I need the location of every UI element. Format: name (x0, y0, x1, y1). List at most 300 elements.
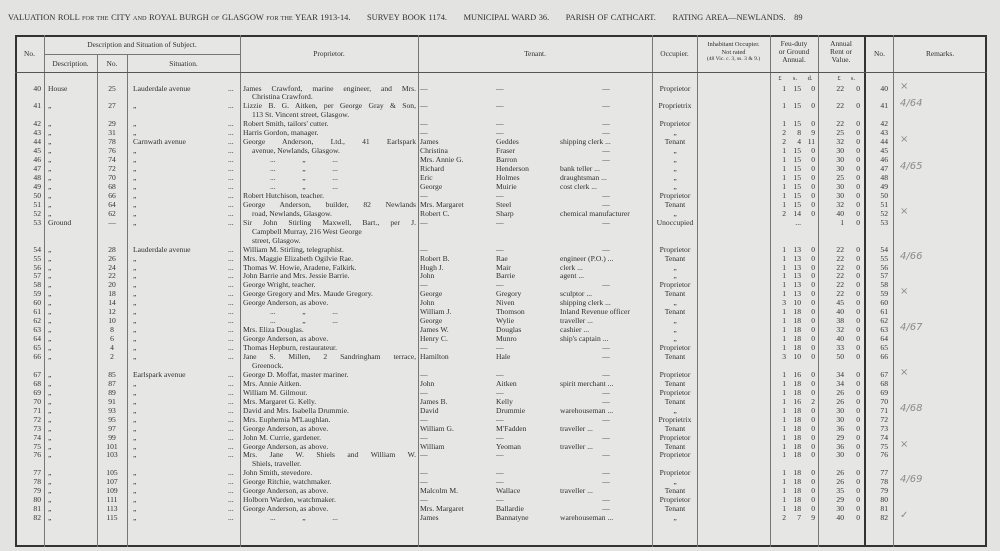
occupier: Proprietor (659, 119, 691, 129)
tenant-first-name: George (420, 289, 443, 299)
tenant-occupation: — (602, 369, 610, 379)
row-number-right: 70 (880, 396, 888, 406)
row-number: 45 (33, 146, 41, 156)
row-number: 62 (33, 316, 41, 326)
proprietor-line: George Anderson, as above. (243, 334, 329, 344)
row-number: 78 (33, 477, 41, 487)
leader-dots: ... (228, 334, 234, 344)
rent-pounds: 40 (836, 334, 844, 344)
leader-dots: ... (228, 173, 234, 182)
feu-pence: 0 (811, 298, 815, 308)
situation: „ (133, 307, 137, 317)
feu-pounds: 1 (782, 486, 786, 496)
rent-pounds: 22 (836, 253, 844, 263)
tenant-first-name: — (420, 244, 428, 254)
header-situation: Situation. (169, 59, 198, 68)
leader-dots: ... (228, 352, 234, 361)
feu-shillings: 15 (793, 146, 801, 156)
tenant-occupation: — (602, 244, 610, 254)
proprietor-line: Campbell Murray, 216 West George (252, 226, 362, 236)
feu-pounds: 1 (782, 504, 786, 514)
tenant-first-name: Eric (420, 173, 433, 182)
tenant-first-name: — (420, 217, 428, 227)
proprietor-line: ... „ ... (270, 316, 338, 326)
occupier: „ (673, 208, 677, 218)
occupier: „ (673, 325, 677, 335)
feu-pounds: 2 (782, 137, 786, 147)
row-number: 74 (33, 432, 41, 442)
handwritten-remark: 4/69 (900, 474, 923, 486)
rent-pounds: 50 (836, 352, 844, 361)
description: „ (48, 199, 52, 209)
rent-shillings: 0 (856, 423, 860, 433)
description: „ (48, 432, 52, 442)
rent-pounds: 45 (836, 298, 844, 308)
proprietor-line: George Wright, teacher. (243, 280, 316, 290)
rent-shillings: 0 (856, 477, 860, 487)
row-number-right: 75 (880, 441, 888, 451)
feu-pounds: 1 (782, 316, 786, 326)
feu-pence: 0 (811, 173, 815, 182)
situation: „ (133, 495, 137, 505)
situation: „ (133, 405, 137, 415)
row-number: 80 (33, 495, 41, 505)
occupier: „ (673, 173, 677, 182)
tenant-first-name: Robert C. (420, 208, 450, 218)
house-number: 2 (110, 352, 114, 361)
proprietor-line: Jane S. Millen, 2 Sandringham terrace, (243, 352, 416, 361)
situation: Earlspark avenue (133, 369, 186, 379)
leader-dots: ... (228, 513, 234, 523)
description: „ (48, 450, 52, 460)
feu-pence: 0 (811, 244, 815, 254)
house-number: 107 (106, 477, 118, 487)
situation: „ (133, 217, 137, 227)
header-num: No. (106, 59, 118, 68)
row-number: 76 (33, 450, 41, 460)
situation: „ (133, 378, 137, 388)
row-number-right: 56 (880, 262, 888, 272)
occupier: „ (673, 181, 677, 191)
feu-pounds: 1 (782, 280, 786, 290)
row-number-right: 60 (880, 298, 888, 308)
feu-pounds: 1 (782, 432, 786, 442)
leader-dots: ... (228, 289, 234, 299)
house-number: 97 (108, 423, 116, 433)
rent-shillings: 0 (856, 432, 860, 442)
row-number-right: 81 (880, 504, 888, 514)
feu-shillings: 18 (793, 450, 801, 460)
tenant-first-name: William J. (420, 307, 452, 317)
tenant-occupation: shipping clerk ... (560, 298, 611, 308)
tenant-occupation: ship's captain ... (560, 334, 609, 344)
proprietor-line: Robert Hutchison, teacher. (243, 190, 324, 200)
feu-shillings: 18 (793, 387, 801, 397)
leader-dots: ... (228, 208, 234, 218)
situation: „ (133, 155, 137, 165)
handwritten-remark: × (900, 438, 909, 450)
description: „ (48, 307, 52, 317)
occupier: Tenant (664, 199, 686, 209)
house-number: 6 (110, 334, 114, 344)
situation: „ (133, 298, 137, 308)
proprietor-line: William M. Stirling, telegraphist. (243, 244, 344, 254)
page-number: 89 (794, 13, 803, 22)
feu-shillings: ... (795, 217, 801, 227)
parish: PARISH OF CATHCART. (565, 13, 656, 22)
description: „ (48, 298, 52, 308)
description: House (48, 83, 68, 93)
rent-shillings: 0 (856, 369, 860, 379)
row-number-right: 50 (880, 190, 888, 200)
proprietor-line: John Barrie and Mrs. Jessie Barrie. (243, 271, 350, 281)
feu-shillings: 18 (793, 307, 801, 317)
description: „ (48, 343, 52, 353)
house-number: 115 (106, 513, 118, 523)
feu-pounds: 1 (782, 387, 786, 397)
leader-dots: ... (228, 387, 234, 397)
row-number-right: 47 (880, 164, 888, 174)
handwritten-remark: ✓ (900, 510, 909, 522)
tenant-occupation: traveller ... (560, 486, 593, 496)
house-number: 28 (108, 244, 116, 254)
leader-dots: ... (228, 181, 234, 191)
tenant-occupation: — (602, 119, 610, 129)
feu-pounds: 1 (782, 146, 786, 156)
house-number: 111 (106, 495, 118, 505)
house-number: 74 (108, 155, 116, 165)
situation: „ (133, 190, 137, 200)
house-number: 99 (108, 432, 116, 442)
rent-shillings: 0 (856, 262, 860, 272)
occupier: „ (673, 477, 677, 487)
leader-dots: ... (228, 128, 234, 138)
occupier: Tenant (664, 378, 686, 388)
row-number: 49 (33, 181, 41, 191)
rent-pounds: 29 (836, 495, 844, 505)
header-rent-line: Annual (830, 39, 852, 48)
rent-shillings: 0 (856, 208, 860, 218)
tenant-surname: Muirie (496, 181, 517, 191)
description: „ (48, 289, 52, 299)
tenant-first-name: — (420, 280, 428, 290)
house-number: 12 (108, 307, 116, 317)
tenant-occupation: — (602, 396, 610, 406)
proprietor-line: Robert Smith, tailors' cutter. (243, 119, 329, 129)
leader-dots: ... (228, 271, 234, 281)
tenant-first-name: James B. (420, 396, 448, 406)
row-number: 57 (33, 271, 41, 281)
row-number: 73 (33, 423, 41, 433)
description: „ (48, 101, 52, 111)
proprietor-line: Harris Gordon, manager. (243, 128, 319, 138)
feu-shillings: 15 (793, 101, 801, 111)
tenant-first-name: William (420, 441, 445, 451)
situation: Carnwath avenue (133, 137, 186, 147)
house-number: 109 (106, 486, 118, 496)
description: „ (48, 137, 52, 147)
feu-shillings: 13 (793, 289, 801, 299)
row-number: 66 (33, 352, 41, 361)
rent-pounds: 30 (836, 405, 844, 415)
row-number: 42 (33, 119, 41, 129)
occupier: „ (673, 271, 677, 281)
leader-dots: ... (228, 155, 234, 165)
description: „ (48, 486, 52, 496)
row-number-right: 51 (880, 199, 888, 209)
leader-dots: ... (228, 504, 234, 514)
occupier: Tenant (664, 253, 686, 263)
feu-pounds: 1 (782, 173, 786, 182)
tenant-surname: — (496, 280, 504, 290)
header-feu-line: Annual. (782, 55, 806, 64)
feu-pence: 0 (811, 119, 815, 129)
situation: „ (133, 423, 137, 433)
tenant-surname: — (496, 119, 504, 129)
leader-dots: ... (228, 450, 234, 460)
leader-dots: ... (228, 244, 234, 254)
proprietor-line: Mrs. Annie Aitken. (243, 378, 302, 388)
row-number-right: 82 (880, 513, 888, 523)
feu-pounds: 1 (782, 334, 786, 344)
row-number-right: 52 (880, 208, 888, 218)
feu-pence: 0 (811, 253, 815, 263)
description: „ (48, 423, 52, 433)
situation: „ (133, 146, 137, 156)
rent-pounds: 22 (836, 280, 844, 290)
header-inhabitant-line: Not rated (721, 48, 746, 56)
tenant-surname: — (496, 128, 504, 138)
proprietor-line: avenue, Newlands, Glasgow. (252, 146, 340, 156)
row-number: 60 (33, 298, 41, 308)
tenant-first-name: — (420, 414, 428, 424)
row-number-right: 73 (880, 423, 888, 433)
tenant-surname: — (496, 450, 504, 460)
tenant-surname: — (496, 432, 504, 442)
row-number: 71 (33, 405, 41, 415)
feu-pence: 0 (811, 307, 815, 317)
occupier: „ (673, 164, 677, 174)
situation: „ (133, 119, 137, 129)
tenant-occupation: cashier ... (560, 325, 590, 335)
row-number-right: 41 (880, 101, 888, 111)
occupier: Proprietor (659, 83, 691, 93)
table-row (0, 510, 990, 523)
row-number-right: 54 (880, 244, 888, 254)
tenant-occupation: draughtsman ... (560, 173, 607, 182)
tenant-first-name: — (420, 477, 428, 487)
rent-shillings: 0 (856, 119, 860, 129)
feu-pounds: 1 (782, 423, 786, 433)
description: „ (48, 414, 52, 424)
row-number: 69 (33, 387, 41, 397)
row-number-right: 53 (880, 217, 888, 227)
header-proprietor: Proprietor. (313, 49, 345, 58)
tenant-occupation: — (602, 190, 610, 200)
unit-pence: d. (807, 75, 813, 82)
handwritten-remark: × (900, 134, 909, 146)
tenant-surname: M'Fadden (496, 423, 527, 433)
header-inhabitant-line: (48 Vic. c. 3, ss. 3 & 9.) (706, 56, 761, 62)
row-number: 67 (33, 369, 41, 379)
leader-dots: ... (228, 298, 234, 308)
rent-shillings: 0 (856, 316, 860, 326)
occupier: „ (673, 405, 677, 415)
row-number-right: 67 (880, 369, 888, 379)
rent-shillings: 0 (856, 280, 860, 290)
description: „ (48, 190, 52, 200)
situation: „ (133, 262, 137, 272)
leader-dots: ... (228, 343, 234, 353)
house-number: 89 (108, 387, 116, 397)
feu-pence: 0 (811, 101, 815, 111)
feu-shillings: 18 (793, 405, 801, 415)
rent-pounds: 1 (840, 217, 844, 227)
row-number: 55 (33, 253, 41, 263)
row-number-right: 58 (880, 280, 888, 290)
description: „ (48, 468, 52, 478)
tenant-first-name: William G. (420, 423, 454, 433)
proprietor-line: George Anderson, as above. (243, 423, 329, 433)
rent-pounds: 40 (836, 513, 844, 523)
row-number: 48 (33, 173, 41, 182)
row-number-right: 43 (880, 128, 888, 138)
feu-pounds: 1 (782, 119, 786, 129)
row-number-right: 77 (880, 468, 888, 478)
tenant-surname: Niven (496, 298, 515, 308)
proprietor-line: street, Glasgow. (252, 235, 301, 245)
tenant-first-name: Mrs. Margaret (420, 199, 464, 209)
description: „ (48, 325, 52, 335)
feu-pounds: 1 (782, 244, 786, 254)
leader-dots: ... (228, 369, 234, 379)
proprietor-line: George Anderson, as above. (243, 486, 329, 496)
feu-pence: 0 (811, 334, 815, 344)
tenant-first-name: — (420, 190, 428, 200)
rent-shillings: 0 (856, 307, 860, 317)
occupier: Tenant (664, 352, 686, 361)
tenant-occupation: — (602, 450, 610, 460)
proprietor-line: George Anderson, Ltd., 41 Earlspark (243, 137, 416, 147)
leader-dots: ... (228, 83, 234, 93)
situation: „ (133, 173, 137, 182)
leader-dots: ... (228, 325, 234, 335)
tenant-first-name: — (420, 495, 428, 505)
row-number-right: 72 (880, 414, 888, 424)
proprietor-line: Christina Crawford. (252, 92, 313, 102)
tenant-occupation: Inland Revenue officer (560, 307, 630, 317)
leader-dots: ... (228, 441, 234, 451)
feu-pence: 0 (811, 378, 815, 388)
proprietor-line: ... „ ... (270, 513, 338, 523)
rent-pounds: 22 (836, 119, 844, 129)
rent-pounds: 22 (836, 244, 844, 254)
rent-shillings: 0 (856, 128, 860, 138)
row-number-right: 78 (880, 477, 888, 487)
page-title (8, 13, 992, 24)
leader-dots: ... (228, 199, 234, 209)
feu-pence: 9 (811, 128, 815, 138)
handwritten-remark: × (900, 80, 909, 92)
tenant-first-name: Christina (420, 146, 448, 156)
house-number: 113 (106, 504, 118, 514)
feu-shillings: 15 (793, 190, 801, 200)
tenant-first-name: Mrs. Margaret (420, 504, 464, 514)
feu-pounds: 1 (782, 477, 786, 487)
tenant-first-name: James (420, 513, 439, 523)
row-number-right: 64 (880, 334, 888, 344)
situation: „ (133, 468, 137, 478)
proprietor-line: 113 St. Vincent street, Glasgow. (252, 110, 350, 120)
situation: „ (133, 352, 137, 361)
rent-pounds: 30 (836, 414, 844, 424)
feu-pence: 0 (811, 414, 815, 424)
feu-pence: 0 (811, 477, 815, 487)
tenant-surname: — (496, 414, 504, 424)
house-number: 64 (108, 199, 116, 209)
rent-shillings: 0 (856, 396, 860, 406)
leader-dots: ... (228, 378, 234, 388)
rent-pounds: 40 (836, 208, 844, 218)
proprietor-line: Mrs. Maggie Elizabeth Ogilvie Rae. (243, 253, 354, 263)
header-rule (15, 72, 987, 73)
rent-pounds: 30 (836, 164, 844, 174)
rent-shillings: 0 (856, 486, 860, 496)
feu-pence: 0 (811, 495, 815, 505)
tenant-first-name: David (420, 405, 439, 415)
occupier: Tenant (664, 441, 686, 451)
tenant-surname: Mair (496, 262, 511, 272)
tenant-surname: — (496, 83, 504, 93)
proprietor-line: George Anderson, builder, 82 Newlands (243, 199, 416, 209)
occupier: Proprietor (659, 280, 691, 290)
tenant-surname: — (496, 495, 504, 505)
row-number-right: 57 (880, 271, 888, 281)
feu-shillings: 15 (793, 119, 801, 129)
handwritten-remark: 4/67 (900, 322, 923, 334)
tenant-occupation: — (602, 128, 610, 138)
tenant-surname: Thomson (496, 307, 525, 317)
rent-shillings: 0 (856, 244, 860, 254)
tenant-surname: Douglas (496, 325, 522, 335)
situation: „ (133, 181, 137, 191)
feu-pence: 0 (811, 486, 815, 496)
rent-pounds: 25 (836, 128, 844, 138)
row-number: 72 (33, 414, 41, 424)
feu-shillings: 14 (793, 208, 801, 218)
occupier: Tenant (664, 396, 686, 406)
unit-shillings: s. (850, 75, 856, 82)
rent-shillings: 0 (856, 271, 860, 281)
row-number-right: 40 (880, 83, 888, 93)
tenant-first-name: John (420, 271, 435, 281)
header-occupier: Occupier. (660, 49, 689, 58)
feu-shillings: 13 (793, 271, 801, 281)
tenant-occupation: — (602, 280, 610, 290)
tenant-occupation: — (602, 477, 610, 487)
proprietor-line: Mrs. Eliza Douglas. (243, 325, 304, 335)
description: „ (48, 513, 52, 523)
leader-dots: ... (228, 137, 234, 147)
description: „ (48, 441, 52, 451)
feu-pounds: 1 (782, 414, 786, 424)
feu-shillings: 18 (793, 378, 801, 388)
table-row (0, 98, 990, 120)
house-number: 87 (108, 378, 116, 388)
house-number: 95 (108, 414, 116, 424)
situation: Lauderdale avenue (133, 244, 191, 254)
row-number: 51 (33, 199, 41, 209)
